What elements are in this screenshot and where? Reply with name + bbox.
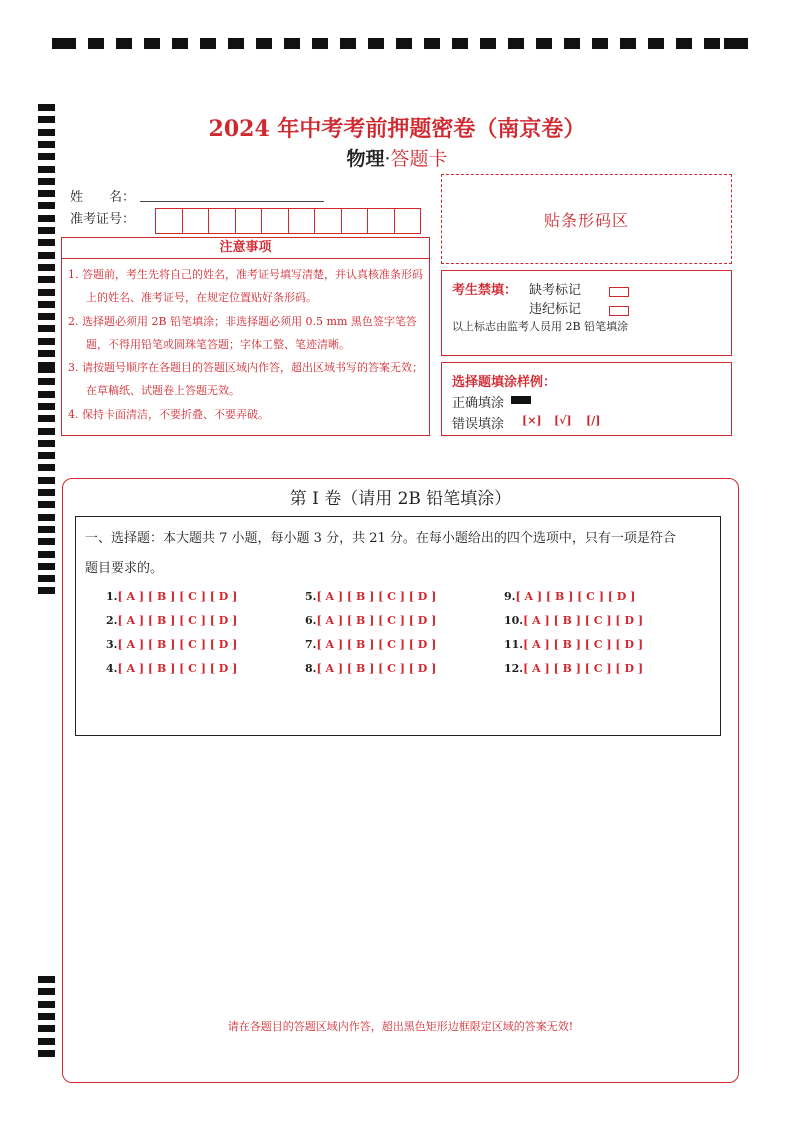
timing-mark bbox=[38, 1013, 55, 1020]
correct-fill-label: 正确填涂 bbox=[452, 396, 505, 411]
answer-row-q3[interactable]: 3.[ A ] [ B ] [ C ] [ D ] bbox=[106, 638, 238, 651]
answer-row-q12[interactable]: 12.[ A ] [ B ] [ C ] [ D ] bbox=[504, 662, 644, 675]
part1-title: 第 I 卷（请用 2B 铅笔填涂） bbox=[289, 489, 512, 509]
timing-mark bbox=[38, 403, 55, 410]
exam-id-label: 准考证号： bbox=[70, 212, 136, 227]
timing-mark bbox=[38, 178, 55, 185]
instruction-line: 题目要求的。 bbox=[85, 561, 164, 576]
correct-fill-mark bbox=[511, 396, 531, 404]
timing-mark bbox=[38, 587, 55, 594]
timing-mark bbox=[38, 477, 55, 484]
timing-mark bbox=[38, 575, 55, 582]
notice-item: 1. 答题前，考生先将自己的姓名，准考证号填写清楚，并认真核准条形码上的姓名、准考证号，在规定位置贴好条形码。 bbox=[68, 268, 423, 305]
wrong-mark-slash: [/] bbox=[586, 414, 601, 427]
notice-item: 3. 请按题号顺序在各题目的答题区域内作答，超出区域书写的答案无效；在草稿纸、试题卷上答题无效。 bbox=[68, 361, 423, 398]
notice-title: 注意事项 bbox=[61, 237, 430, 259]
timing-mark bbox=[38, 252, 55, 259]
timing-mark bbox=[38, 289, 55, 296]
answer-row-q10[interactable]: 10.[ A ] [ B ] [ C ] [ D ] bbox=[504, 614, 644, 627]
id-digit-box[interactable] bbox=[262, 209, 289, 233]
notice-item: 4. 保持卡面清洁，不要折叠、不要弄破。 bbox=[68, 407, 269, 421]
timing-mark bbox=[38, 501, 55, 508]
page-title: 2024 年中考考前押题密卷（南京卷） bbox=[208, 116, 586, 142]
answer-area-warning: 请在各题目的答题区域内作答，超出黑色矩形边框限定区域的答案无效! bbox=[227, 1020, 574, 1033]
timing-mark bbox=[38, 551, 55, 558]
wrong-mark-x: [×] bbox=[522, 414, 542, 427]
timing-mark bbox=[38, 976, 55, 983]
id-digit-box[interactable] bbox=[368, 209, 395, 233]
barcode-area[interactable] bbox=[441, 174, 732, 264]
timing-mark bbox=[38, 1050, 55, 1057]
id-digit-box[interactable] bbox=[342, 209, 369, 233]
notice-box bbox=[61, 259, 430, 436]
subtitle-separator: · bbox=[384, 148, 391, 170]
id-digit-box[interactable] bbox=[209, 209, 236, 233]
absent-mark-box[interactable] bbox=[609, 281, 629, 300]
timing-mark bbox=[38, 301, 55, 308]
timing-mark bbox=[38, 215, 55, 222]
timing-mark bbox=[38, 563, 55, 570]
timing-mark bbox=[38, 1025, 55, 1032]
answer-row-q8[interactable]: 8.[ A ] [ B ] [ C ] [ D ] bbox=[305, 662, 437, 675]
timing-mark bbox=[38, 313, 55, 320]
timing-mark bbox=[38, 202, 55, 209]
timing-mark bbox=[38, 514, 55, 521]
wrong-fill-label: 错误填涂 bbox=[452, 417, 505, 432]
timing-mark bbox=[38, 415, 55, 422]
violation-mark-box[interactable] bbox=[609, 300, 629, 319]
timing-mark bbox=[38, 489, 55, 496]
timing-mark bbox=[38, 264, 55, 271]
timing-mark bbox=[38, 538, 55, 545]
timing-mark bbox=[38, 239, 55, 246]
examiner-only-title: 考生禁填： bbox=[452, 283, 518, 298]
subject-label: 物理 bbox=[346, 148, 385, 170]
exam-id-boxes[interactable] bbox=[155, 208, 421, 234]
timing-mark bbox=[38, 1001, 55, 1008]
timing-mark bbox=[38, 190, 55, 197]
name-field[interactable] bbox=[140, 200, 324, 202]
id-digit-box[interactable] bbox=[315, 209, 342, 233]
card-label: 答题卡 bbox=[390, 148, 448, 170]
timing-mark bbox=[38, 391, 55, 398]
answer-row-q9[interactable]: 9.[ A ] [ B ] [ C ] [ D ] bbox=[504, 590, 636, 603]
timing-mark bbox=[38, 452, 55, 459]
timing-mark bbox=[38, 1038, 55, 1045]
timing-mark bbox=[38, 526, 55, 533]
id-digit-box[interactable] bbox=[236, 209, 263, 233]
name-label: 姓 名： bbox=[70, 190, 136, 205]
wrong-mark-check: [√] bbox=[554, 414, 572, 427]
answer-row-q7[interactable]: 7.[ A ] [ B ] [ C ] [ D ] bbox=[305, 638, 437, 651]
choice-instruction bbox=[85, 524, 715, 584]
answer-row-q1[interactable]: 1.[ A ] [ B ] [ C ] [ D ] bbox=[106, 590, 238, 603]
fill-sample-title: 选择题填涂样例： bbox=[452, 375, 557, 390]
timing-mark bbox=[38, 440, 55, 447]
timing-mark bbox=[38, 350, 55, 357]
answer-row-q11[interactable]: 11.[ A ] [ B ] [ C ] [ D ] bbox=[504, 638, 644, 651]
examiner-note: 以上标志由监考人员用 2B 铅笔填涂 bbox=[452, 320, 629, 333]
instruction-line: 一、选择题：本大题共 7 小题，每小题 3 分，共 21 分。在每小题给出的四个选项中，只有一项是符合 bbox=[85, 531, 676, 546]
timing-mark bbox=[38, 366, 55, 373]
answer-row-q6[interactable]: 6.[ A ] [ B ] [ C ] [ D ] bbox=[305, 614, 437, 627]
answer-row-q2[interactable]: 2.[ A ] [ B ] [ C ] [ D ] bbox=[106, 614, 238, 627]
absent-mark-label: 缺考标记 bbox=[529, 283, 582, 298]
timing-mark bbox=[38, 104, 55, 111]
timing-mark bbox=[38, 276, 55, 283]
timing-mark bbox=[38, 227, 55, 234]
id-digit-box[interactable] bbox=[183, 209, 210, 233]
timing-mark bbox=[38, 464, 55, 471]
timing-mark bbox=[38, 988, 55, 995]
timing-mark bbox=[38, 325, 55, 332]
timing-mark bbox=[38, 428, 55, 435]
id-digit-box[interactable] bbox=[289, 209, 316, 233]
answer-row-q5[interactable]: 5.[ A ] [ B ] [ C ] [ D ] bbox=[305, 590, 437, 603]
barcode-label: 贴条形码区 bbox=[543, 210, 629, 230]
notice-item: 2. 选择题必须用 2B 铅笔填涂；非选择题必须用 0.5 mm 黑色签字笔答题，不得用铅笔或圆珠笔答题；字体工整、笔迹清晰。 bbox=[68, 314, 417, 351]
page-subtitle bbox=[0, 144, 794, 171]
id-digit-box[interactable] bbox=[156, 209, 183, 233]
timing-mark bbox=[38, 378, 55, 385]
timing-mark bbox=[38, 338, 55, 345]
timing-mark-bar bbox=[52, 38, 748, 50]
answer-row-q4[interactable]: 4.[ A ] [ B ] [ C ] [ D ] bbox=[106, 662, 238, 675]
violation-mark-label: 违纪标记 bbox=[529, 302, 582, 317]
id-digit-box[interactable] bbox=[395, 209, 421, 233]
